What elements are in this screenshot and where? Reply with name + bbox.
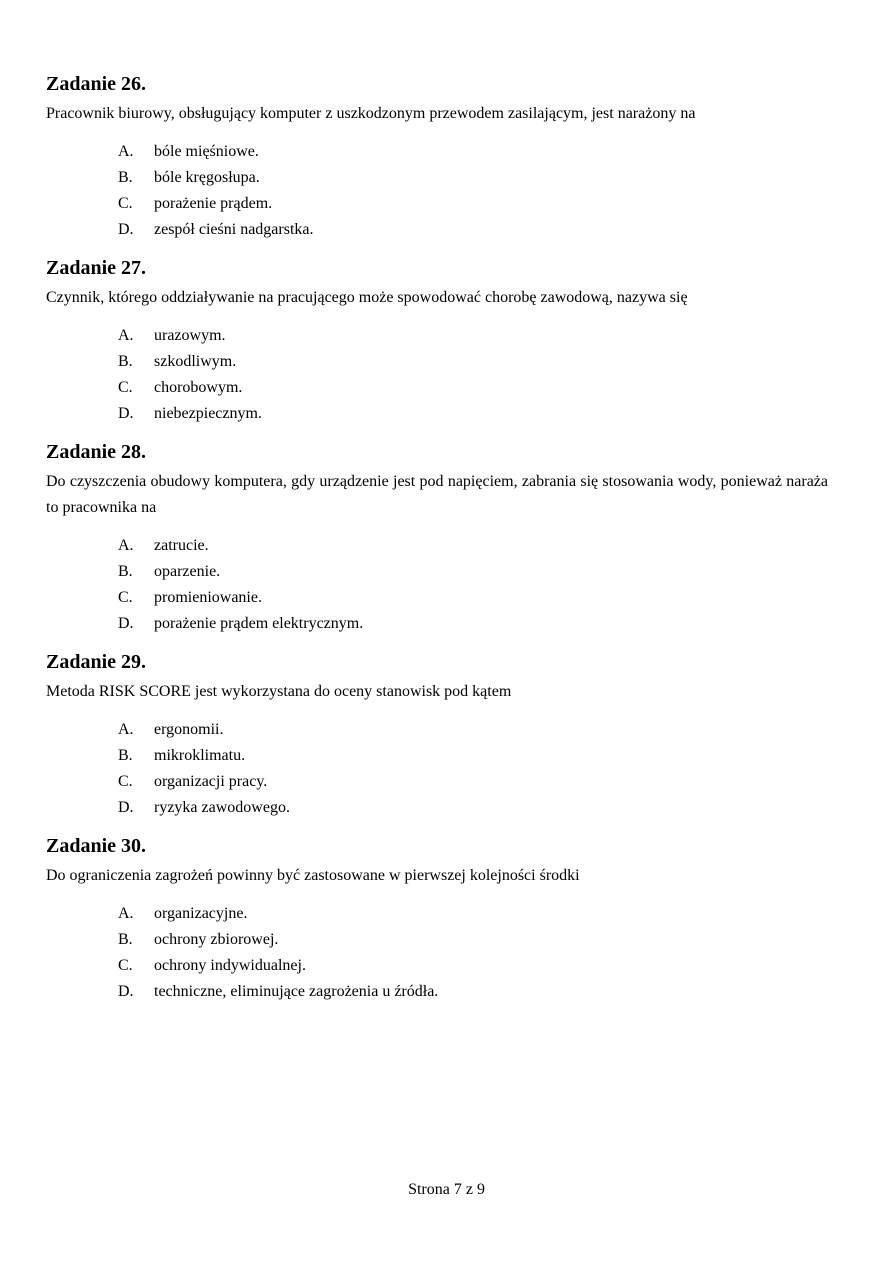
answer-text: porażenie prądem. [154, 195, 273, 212]
task-question: Pracownik biurowy, obsługujący komputer z uszkodzonym przewodem zasilającym, jest narażony na [46, 105, 696, 122]
answer-option-d [46, 979, 828, 1005]
task-title: Zadanie 28. [46, 441, 147, 463]
answer-list [46, 323, 828, 427]
answer-letter: B. [118, 169, 133, 186]
answer-letter: B. [118, 353, 133, 370]
answer-letter: C. [118, 773, 133, 790]
answer-option-b [46, 927, 828, 953]
answer-option-c [46, 191, 828, 217]
task-26 [46, 72, 828, 243]
answer-option-d [46, 217, 828, 243]
task-question: Do czyszczenia obudowy komputera, gdy urządzenie jest pod napięciem, zabrania się stosowania wody, ponieważ naraża to pracownika na [46, 473, 828, 516]
answer-letter: B. [118, 931, 133, 948]
answer-option-c [46, 375, 828, 401]
answer-list [46, 139, 828, 243]
answer-text: ochrony indywidualnej. [154, 957, 306, 974]
answer-text: urazowym. [154, 327, 226, 344]
answer-text: techniczne, eliminujące zagrożenia u źródła. [154, 983, 439, 1000]
answer-letter: D. [118, 221, 134, 238]
answer-text: organizacji pracy. [154, 773, 268, 790]
answer-option-d [46, 401, 828, 427]
task-30 [46, 834, 828, 1005]
answer-text: bóle kręgosłupa. [154, 169, 260, 186]
answer-letter: D. [118, 405, 134, 422]
answer-text: ochrony zbiorowej. [154, 931, 279, 948]
task-28 [46, 440, 828, 637]
answer-letter: C. [118, 379, 133, 396]
answer-option-d [46, 795, 828, 821]
task-title: Zadanie 26. [46, 73, 147, 95]
answer-text: ergonomii. [154, 721, 224, 738]
answer-letter: B. [118, 563, 133, 580]
task-title: Zadanie 30. [46, 835, 147, 857]
answer-letter: D. [118, 615, 134, 632]
answer-option-b [46, 349, 828, 375]
answer-letter: D. [118, 799, 134, 816]
answer-text: bóle mięśniowe. [154, 143, 259, 160]
answer-letter: A. [118, 537, 134, 554]
answer-letter: B. [118, 747, 133, 764]
answer-text: promieniowanie. [154, 589, 262, 606]
answer-text: mikroklimatu. [154, 747, 246, 764]
answer-option-a [46, 901, 828, 927]
task-question: Metoda RISK SCORE jest wykorzystana do oceny stanowisk pod kątem [46, 683, 512, 700]
answer-option-c [46, 769, 828, 795]
task-27 [46, 256, 828, 427]
answer-text: oparzenie. [154, 563, 221, 580]
answer-option-c [46, 585, 828, 611]
task-question: Czynnik, którego oddziaływanie na pracującego może spowodować chorobę zawodową, nazywa się [46, 289, 688, 306]
task-29 [46, 650, 828, 821]
answer-option-b [46, 559, 828, 585]
answer-letter: A. [118, 721, 134, 738]
answer-option-a [46, 139, 828, 165]
answer-text: zespół cieśni nadgarstka. [154, 221, 314, 238]
answer-letter: C. [118, 589, 133, 606]
answer-letter: C. [118, 195, 133, 212]
answer-letter: A. [118, 905, 134, 922]
task-question: Do ograniczenia zagrożeń powinny być zastosowane w pierwszej kolejności środki [46, 867, 580, 884]
answer-text: niebezpiecznym. [154, 405, 262, 422]
task-title: Zadanie 27. [46, 257, 147, 279]
answer-letter: A. [118, 327, 134, 344]
answer-option-b [46, 165, 828, 191]
answer-option-b [46, 743, 828, 769]
answer-option-a [46, 323, 828, 349]
answer-text: organizacyjne. [154, 905, 248, 922]
answer-text: chorobowym. [154, 379, 243, 396]
answer-list [46, 901, 828, 1005]
answer-text: zatrucie. [154, 537, 209, 554]
answer-list [46, 533, 828, 637]
answer-option-c [46, 953, 828, 979]
answer-text: szkodliwym. [154, 353, 237, 370]
answer-option-a [46, 717, 828, 743]
answer-letter: A. [118, 143, 134, 160]
answer-option-d [46, 611, 828, 637]
page-number: Strona 7 z 9 [408, 1181, 485, 1198]
answer-letter: C. [118, 957, 133, 974]
answer-option-a [46, 533, 828, 559]
task-title: Zadanie 29. [46, 651, 147, 673]
answer-list [46, 717, 828, 821]
answer-text: porażenie prądem elektrycznym. [154, 615, 364, 632]
answer-letter: D. [118, 983, 134, 1000]
answer-text: ryzyka zawodowego. [154, 799, 290, 816]
